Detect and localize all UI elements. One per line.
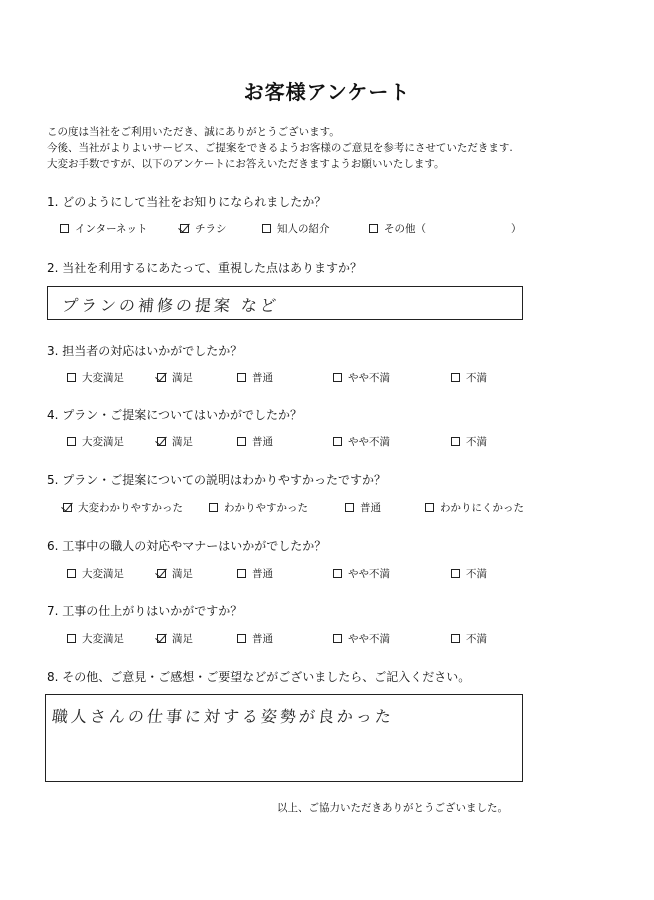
q7-option-dissatisfied[interactable] (451, 631, 487, 646)
checkbox-icon (333, 634, 342, 643)
q7-option-satisfied[interactable] (157, 631, 193, 646)
option-label: 不満 (466, 568, 487, 580)
q6-option-dissatisfied[interactable] (451, 566, 487, 581)
q1-other-close-paren: ） (511, 223, 522, 235)
checkbox-icon (237, 373, 246, 382)
option-label: 満足 (172, 568, 193, 580)
checkbox-icon (237, 437, 246, 446)
option-label: 満足 (172, 633, 193, 645)
checkbox-icon (209, 503, 218, 512)
q2-handwritten-answer: プランの補修の提案 など (60, 296, 280, 315)
checkbox-icon (67, 569, 76, 578)
checkbox-icon (451, 437, 460, 446)
q5-option-unclear[interactable] (425, 500, 524, 515)
question-4: 4. プラン・ご提案についてはいかがでしたか？ (47, 408, 303, 422)
checkbox-icon (262, 224, 271, 233)
checkbox-icon (333, 569, 342, 578)
option-label: 知人の紹介 (277, 223, 330, 235)
checkbox-icon (451, 569, 460, 578)
q7-option-somewhat-dissatisfied[interactable] (333, 631, 390, 646)
q2-answer-box[interactable] (47, 286, 523, 320)
q1-option-flyer[interactable] (180, 221, 227, 236)
checkbox-icon (67, 437, 76, 446)
option-label: 普通 (252, 568, 273, 580)
checkbox-icon (67, 634, 76, 643)
option-label: 大変満足 (82, 436, 124, 448)
option-label: 大変わかりやすかった (78, 502, 183, 514)
option-label: 普通 (360, 502, 381, 514)
checkbox-icon (237, 569, 246, 578)
checkbox-icon (425, 503, 434, 512)
option-label: 不満 (466, 372, 487, 384)
option-label: 満足 (172, 372, 193, 384)
q1-option-referral[interactable] (262, 221, 330, 236)
q3-option-very-satisfied[interactable] (67, 370, 124, 385)
q6-option-satisfied[interactable] (157, 566, 193, 581)
question-1: 1. どのようにして当社をお知りになられましたか？ (47, 195, 327, 209)
checked-checkbox-icon (157, 373, 166, 382)
checked-checkbox-icon (180, 224, 189, 233)
option-label: やや不満 (348, 633, 390, 645)
question-8: 8. その他、ご意見・ご感想・ご要望などがございましたら、ご記入ください。 (47, 670, 471, 684)
option-label: わかりやすかった (224, 502, 308, 514)
page-title: お客様アンケート (243, 80, 411, 104)
q4-option-very-satisfied[interactable] (67, 434, 124, 449)
q3-option-neutral[interactable] (237, 370, 273, 385)
q3-option-dissatisfied[interactable] (451, 370, 487, 385)
closing-message: 以上、ご協力いただきありがとうございました。 (277, 802, 508, 814)
q8-handwritten-answer: 職人さんの仕事に対する姿勢が良かった (50, 707, 395, 726)
q4-option-somewhat-dissatisfied[interactable] (333, 434, 390, 449)
checkbox-icon (333, 437, 342, 446)
question-2: 2. 当社を利用するにあたって、重視した点はありますか？ (47, 261, 363, 275)
q1-option-other[interactable] (369, 221, 426, 236)
checked-checkbox-icon (157, 437, 166, 446)
q6-option-somewhat-dissatisfied[interactable] (333, 566, 390, 581)
option-label: わかりにくかった (440, 502, 524, 514)
checkbox-icon (60, 224, 69, 233)
q6-option-very-satisfied[interactable] (67, 566, 124, 581)
checked-checkbox-icon (63, 503, 72, 512)
option-label: 満足 (172, 436, 193, 448)
checkbox-icon (451, 634, 460, 643)
option-label: 普通 (252, 436, 273, 448)
intro-line-3: 大変お手数ですが、以下のアンケートにお答えいただきますようお願いいたします。 (47, 158, 445, 170)
q3-option-satisfied[interactable] (157, 370, 193, 385)
q4-option-satisfied[interactable] (157, 434, 193, 449)
q5-option-very-clear[interactable] (63, 500, 183, 515)
q5-option-neutral[interactable] (345, 500, 381, 515)
option-label: 不満 (466, 633, 487, 645)
q7-option-neutral[interactable] (237, 631, 273, 646)
q6-option-neutral[interactable] (237, 566, 273, 581)
checkbox-icon (333, 373, 342, 382)
option-label: 普通 (252, 633, 273, 645)
checkbox-icon (237, 634, 246, 643)
option-label: 普通 (252, 372, 273, 384)
option-label: インターネット (75, 223, 148, 235)
q1-option-internet[interactable] (60, 221, 148, 236)
question-7: 7. 工事の仕上がりはいかがですか？ (47, 604, 243, 618)
checkbox-icon (369, 224, 378, 233)
option-label: やや不満 (348, 568, 390, 580)
option-label: その他（ (384, 223, 426, 235)
intro-line-2: 今後、当社がよりよいサービス、ご提案をできるようお客様のご意見を参考にさせていただきます. (47, 142, 513, 154)
q3-option-somewhat-dissatisfied[interactable] (333, 370, 390, 385)
option-label: 大変満足 (82, 372, 124, 384)
checked-checkbox-icon (157, 634, 166, 643)
q4-option-neutral[interactable] (237, 434, 273, 449)
option-label: 大変満足 (82, 568, 124, 580)
question-6: 6. 工事中の職人の対応やマナーはいかがでしたか？ (47, 539, 327, 553)
checkbox-icon (451, 373, 460, 382)
q4-option-dissatisfied[interactable] (451, 434, 487, 449)
question-3: 3. 担当者の対応はいかがでしたか？ (47, 344, 243, 358)
intro-line-1: この度は当社をご利用いただき、誠にありがとうございます。 (47, 126, 340, 138)
option-label: 大変満足 (82, 633, 124, 645)
q8-answer-box[interactable] (45, 694, 523, 782)
checkbox-icon (67, 373, 76, 382)
option-label: 不満 (466, 436, 487, 448)
option-label: やや不満 (348, 436, 390, 448)
option-label: やや不満 (348, 372, 390, 384)
q7-option-very-satisfied[interactable] (67, 631, 124, 646)
checked-checkbox-icon (157, 569, 166, 578)
question-5: 5. プラン・ご提案についての説明はわかりやすかったですか？ (47, 473, 387, 487)
option-label: チラシ (195, 223, 227, 235)
checkbox-icon (345, 503, 354, 512)
q5-option-clear[interactable] (209, 500, 308, 515)
